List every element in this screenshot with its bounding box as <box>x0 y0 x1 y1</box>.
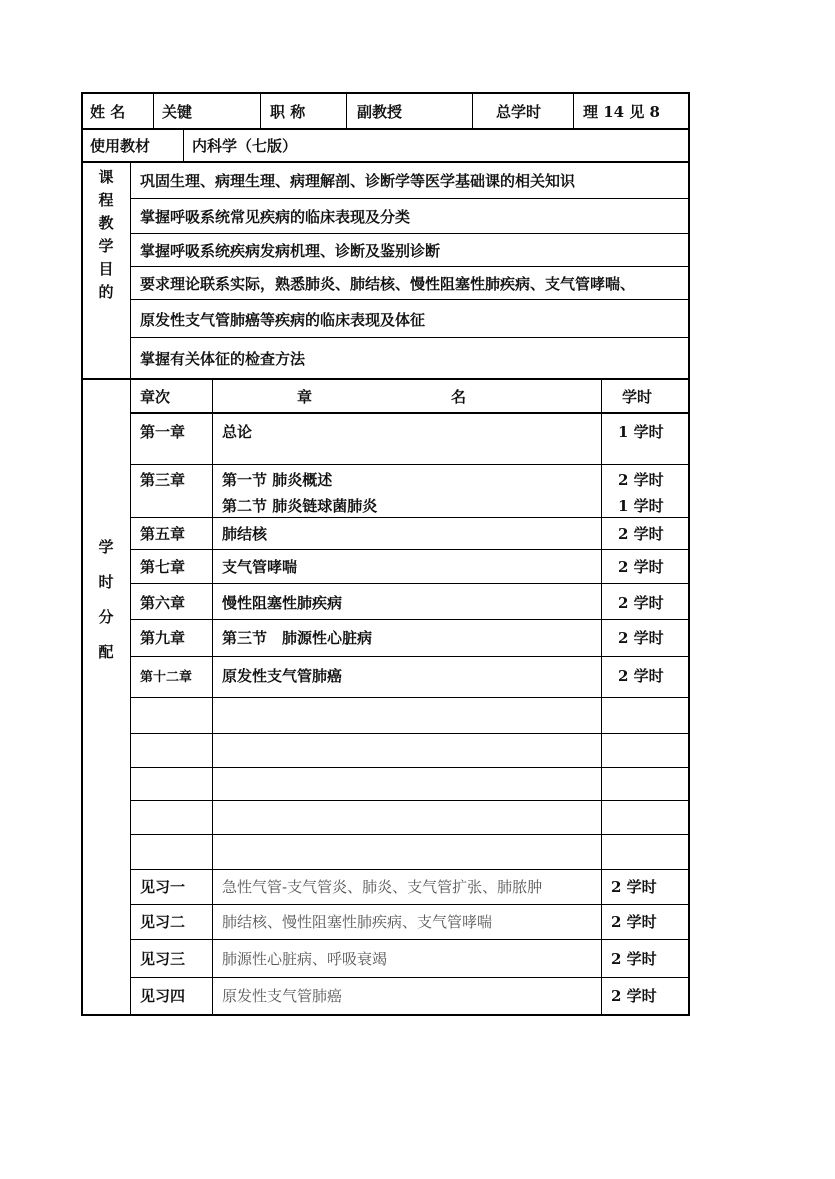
chapter-cell: 第一章 <box>140 422 186 441</box>
chapter-cell: 第十二章 <box>140 669 193 685</box>
grid-line <box>130 162 131 380</box>
chapter-name-cell: 第三节 肺源性心脏病 <box>222 629 373 647</box>
grid-line <box>81 92 690 94</box>
grid-line <box>130 767 689 768</box>
title-label: 职 称 <box>270 102 306 121</box>
grid-line <box>573 92 574 129</box>
textbook-value: 内科学（七版） <box>192 137 298 155</box>
name-label: 姓 名 <box>90 102 126 121</box>
grid-line <box>130 800 689 801</box>
objective-item: 掌握呼吸系统常见疾病的临床表现及分类 <box>140 208 411 226</box>
chapter-name-cell: 肺结核 <box>222 524 268 543</box>
grid-line <box>130 656 689 657</box>
col-header-name-right: 名 <box>451 387 467 406</box>
grid-line <box>130 233 689 234</box>
chapter-hours-cell: 1 学时 <box>618 422 664 441</box>
chapter-cell: 第五章 <box>140 524 186 543</box>
practice-hours-cell: 2 学时 <box>611 878 657 896</box>
grid-line <box>130 412 689 414</box>
chapter-hours-cell: 2 学时 <box>618 666 664 685</box>
schedule-side-char: 时 <box>98 573 114 591</box>
grid-line <box>130 549 689 550</box>
grid-line <box>130 697 689 698</box>
grid-line <box>81 92 83 1016</box>
total-hours-label: 总学时 <box>496 102 542 121</box>
total-hours-value: 理 14 见 8 <box>583 102 660 121</box>
chapter-cell: 第九章 <box>140 629 186 647</box>
grid-line <box>130 583 689 584</box>
chapter-hours-cell: 2 学时 <box>618 524 664 543</box>
schedule-side-label <box>82 530 130 670</box>
col-header-chapter: 章次 <box>140 387 171 406</box>
title-value: 副教授 <box>357 102 403 121</box>
schedule-side-char: 学 <box>98 538 114 556</box>
practice-hours-cell: 2 学时 <box>611 987 657 1005</box>
practice-chapter-cell: 见习一 <box>140 878 186 896</box>
objective-item: 掌握有关体征的检查方法 <box>140 350 306 368</box>
grid-line <box>81 1014 690 1016</box>
grid-line <box>130 977 689 978</box>
practice-name-cell: 急性气管-支气管炎、肺炎、支气管扩张、肺脓肿 <box>222 878 543 896</box>
grid-line <box>346 92 347 129</box>
chapter-hours-cell: 2 学时 <box>618 557 664 576</box>
textbook-label: 使用教材 <box>90 137 151 155</box>
objectives-side-label <box>82 166 130 304</box>
grid-line <box>130 517 689 518</box>
grid-line <box>130 939 689 940</box>
grid-line <box>130 266 689 267</box>
objectives-side-char: 学 <box>98 237 114 255</box>
grid-line <box>130 464 689 465</box>
objective-item: 掌握呼吸系统疾病发病机理、诊断及鉴别诊断 <box>140 242 441 260</box>
chapter-name-cell: 原发性支气管肺癌 <box>222 666 343 685</box>
grid-line <box>130 834 689 835</box>
objective-item: 要求理论联系实际，熟悉肺炎、肺结核、慢性阻塞性肺疾病、支气管哮喘、 <box>140 275 636 293</box>
objective-item: 原发性支气管肺癌等疾病的临床表现及体征 <box>140 310 426 329</box>
practice-name-cell: 肺结核、慢性阻塞性肺疾病、支气管哮喘 <box>222 913 493 931</box>
objectives-side-char: 教 <box>98 214 114 232</box>
grid-line <box>130 619 689 620</box>
chapter-cell: 第三章 <box>140 470 186 489</box>
chapter-name-cell: 支气管哮喘 <box>222 557 298 576</box>
schedule-side-char: 分 <box>98 608 114 626</box>
col-header-name-left: 章 <box>297 387 313 406</box>
col-header-hours: 学时 <box>622 387 653 406</box>
grid-line <box>130 198 689 199</box>
objectives-side-char: 课 <box>98 168 114 186</box>
practice-chapter-cell: 见习四 <box>140 987 186 1005</box>
grid-line <box>183 129 184 162</box>
chapter-hours-cell: 2 学时 <box>618 470 664 489</box>
grid-line <box>130 299 689 300</box>
name-value: 关键 <box>162 102 193 121</box>
practice-chapter-cell: 见习三 <box>140 949 186 968</box>
grid-line <box>130 733 689 734</box>
chapter-name-cell: 总论 <box>222 422 253 441</box>
objectives-side-char: 的 <box>98 283 114 301</box>
chapter-cell: 第七章 <box>140 557 186 576</box>
grid-line <box>472 92 473 129</box>
practice-chapter-cell: 见习二 <box>140 913 186 931</box>
chapter-name-cell: 第一节 肺炎概述 <box>222 470 333 489</box>
chapter-name-cell: 第二节 肺炎链球菌肺炎 <box>222 496 378 515</box>
grid-line <box>81 161 690 163</box>
chapter-hours-cell: 2 学时 <box>618 629 664 647</box>
objective-item: 巩固生理、病理生理、病理解剖、诊断学等医学基础课的相关知识 <box>140 172 576 190</box>
objectives-side-char: 目 <box>98 260 114 278</box>
schedule-side-char: 配 <box>98 643 114 661</box>
grid-line <box>688 92 690 1016</box>
grid-line <box>81 378 690 380</box>
objectives-side-char: 程 <box>98 191 114 209</box>
practice-hours-cell: 2 学时 <box>611 949 657 968</box>
chapter-hours-cell: 1 学时 <box>618 496 664 515</box>
grid-line <box>130 869 689 870</box>
chapter-hours-cell: 2 学时 <box>618 593 664 612</box>
chapter-name-cell: 慢性阻塞性肺疾病 <box>222 593 343 612</box>
grid-line <box>81 128 690 130</box>
practice-hours-cell: 2 学时 <box>611 913 657 931</box>
grid-line <box>130 337 689 338</box>
practice-name-cell: 肺源性心脏病、呼吸衰竭 <box>222 949 388 968</box>
grid-line <box>260 92 261 129</box>
grid-line <box>130 904 689 905</box>
practice-name-cell: 原发性支气管肺癌 <box>222 987 343 1005</box>
chapter-cell: 第六章 <box>140 593 186 612</box>
grid-line <box>153 92 154 129</box>
